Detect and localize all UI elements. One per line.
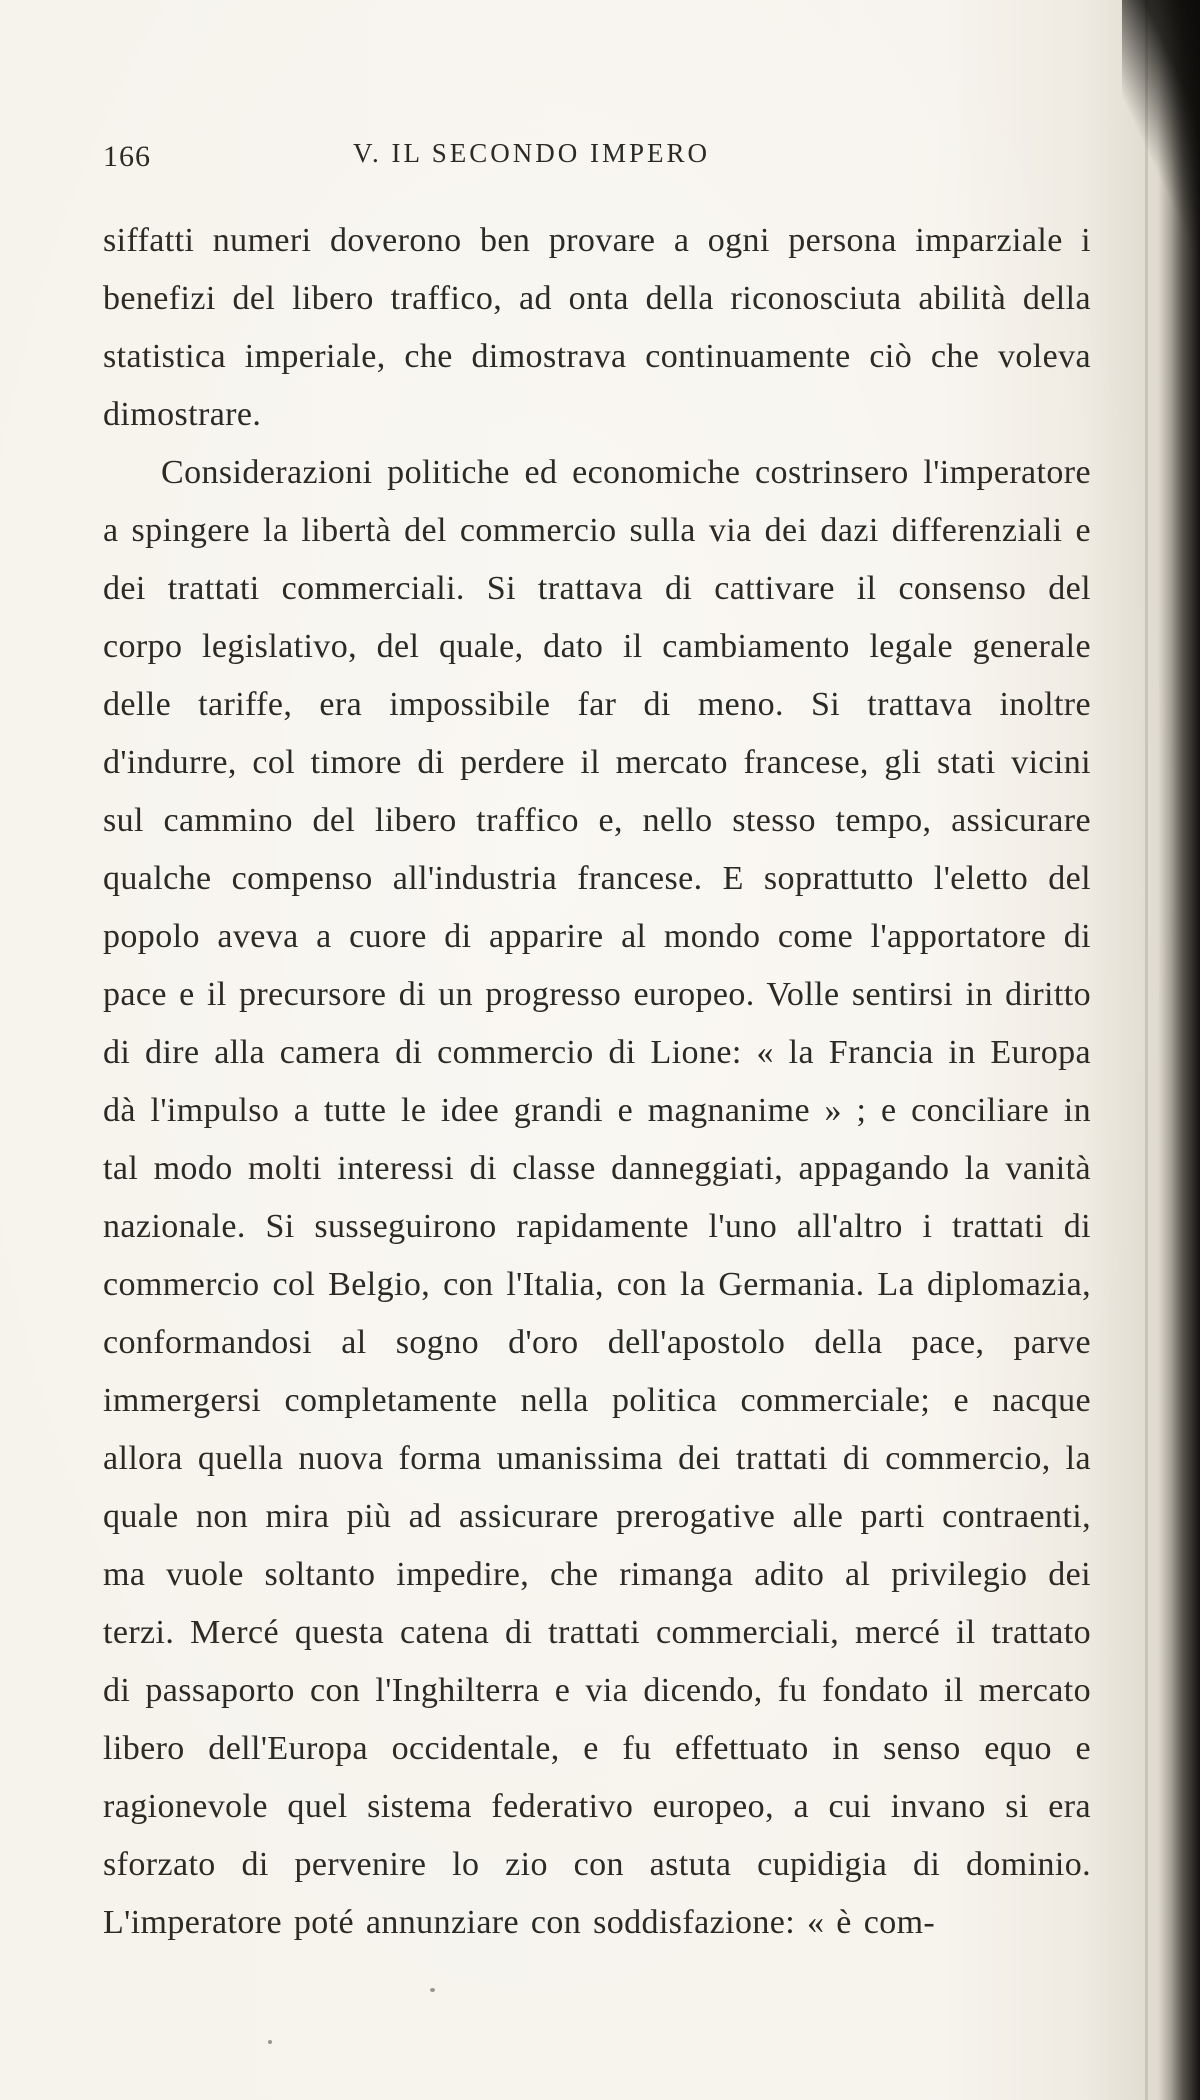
page-header bbox=[103, 138, 1070, 180]
paragraph: siffatti numeri doverono ben provare a ogni persona imparziale i benefizi del libero traffico, ad onta della riconosciuta abilità della statistica imperiale, che dimostrava continuamente ciò che voleva dimostrare. bbox=[103, 222, 1091, 433]
page-number: 166 bbox=[103, 140, 151, 173]
scan-fold-line bbox=[1145, 0, 1148, 2100]
page-body bbox=[103, 212, 1091, 1952]
paragraph: Considerazioni politiche ed economiche costrinsero l'imperatore a spingere la libertà del commercio sulla via dei dazi differenziali e dei trattati commerciali. Si trattava di cattivare il consenso del corpo legislativo, del quale, dato il cambiamento legale generale delle tariffe, era impossibile far di meno. Si trattava inoltre d'indurre, col timore di perdere il mercato francese, gli stati vicini sul cammino del libero traffico e, nello stesso tempo, assicurare qualche compenso all'industria francese. E soprattutto l'eletto del popolo aveva a cuore di apparire al mondo come l'apportatore di pace e il precursore di un progresso europeo. Volle sentirsi in diritto di dire alla camera di commercio di Lione: « la Francia in Europa dà l'impulso a tutte le idee grandi e magnanime » ; e conciliare in tal modo molti interessi di classe danneggiati, appagando la vanità nazionale. Si susseguirono rapidamente l'uno all'altro i trattati di commercio col Belgio, con l'Italia, con la Germania. La diplomazia, conformandosi al sogno d'oro dell'apostolo della pace, parve immergersi completamente nella politica commerciale; e nacque allora quella nuova forma umanissima dei trattati di commercio, la quale non mira più ad assicurare prerogative alle parti contraenti, ma vuole soltanto impedire, che rimanga adito al privilegio dei terzi. Mercé questa catena di trattati commerciali, mercé il trattato di passaporto con l'Inghilterra e via dicendo, fu fondato il mercato libero dell'Europa occidentale, e fu effettuato in senso equo e ragionevole quel sistema federativo europeo, a cui invano si era sforzato di pervenire lo zio con astuta cupidigia di dominio. L'imperatore poté annunziare con soddisfazione: « è com- bbox=[103, 454, 1091, 1941]
scan-corner-shadow bbox=[1122, 0, 1200, 260]
scan-speck bbox=[268, 2040, 272, 2044]
scan-book-edge bbox=[1158, 0, 1200, 2100]
running-header: V. IL SECONDO IMPERO bbox=[352, 138, 711, 168]
scan-speck bbox=[430, 1988, 435, 1992]
